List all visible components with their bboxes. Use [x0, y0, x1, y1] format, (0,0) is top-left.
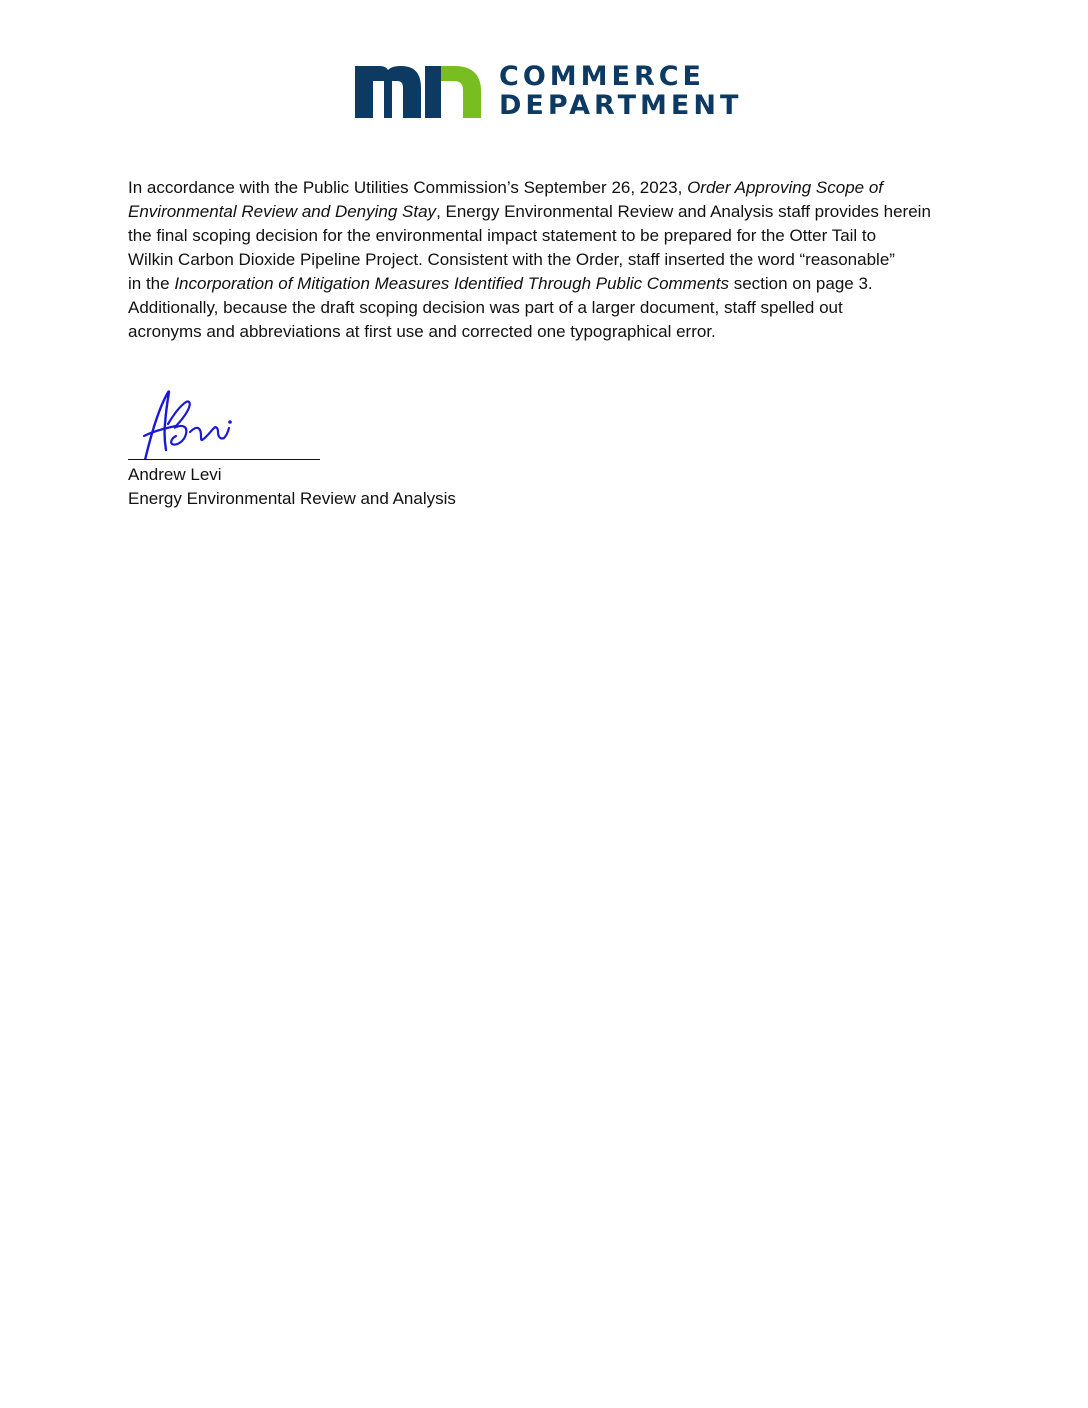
section-title: Incorporation of Mitigation Measures Identified Through Public Comments: [174, 274, 729, 293]
body-line-7: acronyms and abbreviations at first use and corrected one typographical error.: [128, 322, 716, 341]
body-line-5: in the Incorporation of Mitigation Measures Identified Through Public Comments section on page 3.: [128, 274, 873, 293]
order-title-part-2: Environmental Review and Denying Stay: [128, 202, 437, 221]
body-line-3: the final scoping decision for the environmental impact statement to be prepared for the Otter Tail to: [128, 226, 877, 245]
logo-text-commerce: COMMERCE: [499, 61, 705, 92]
body-line-2: Environmental Review and Denying Stay, Energy Environmental Review and Analysis staff provides herein: [128, 202, 931, 221]
body-line-6: Additionally, because the draft scoping decision was part of a larger document, staff spelled out: [128, 298, 843, 317]
signature-block: [128, 463, 456, 511]
logo-text-department: DEPARTMENT: [499, 90, 743, 121]
letter-body: [128, 176, 968, 344]
logo-wordmark: [499, 62, 742, 120]
order-title-part-1: Order Approving Scope of: [687, 178, 884, 197]
mn-logo-icon: [355, 64, 483, 118]
signer-title: Energy Environmental Review and Analysis: [128, 489, 456, 508]
body-line-1: In accordance with the Public Utilities Commission’s September 26, 2023, Order Approving Scope of: [128, 178, 884, 197]
commerce-department-logo: [355, 61, 743, 121]
body-line-4: Wilkin Carbon Dioxide Pipeline Project. Consistent with the Order, staff inserted the word “reasonable”: [128, 250, 895, 269]
signer-name: Andrew Levi: [128, 465, 222, 484]
handwritten-signature: [128, 384, 320, 460]
signature-line: [128, 459, 320, 460]
